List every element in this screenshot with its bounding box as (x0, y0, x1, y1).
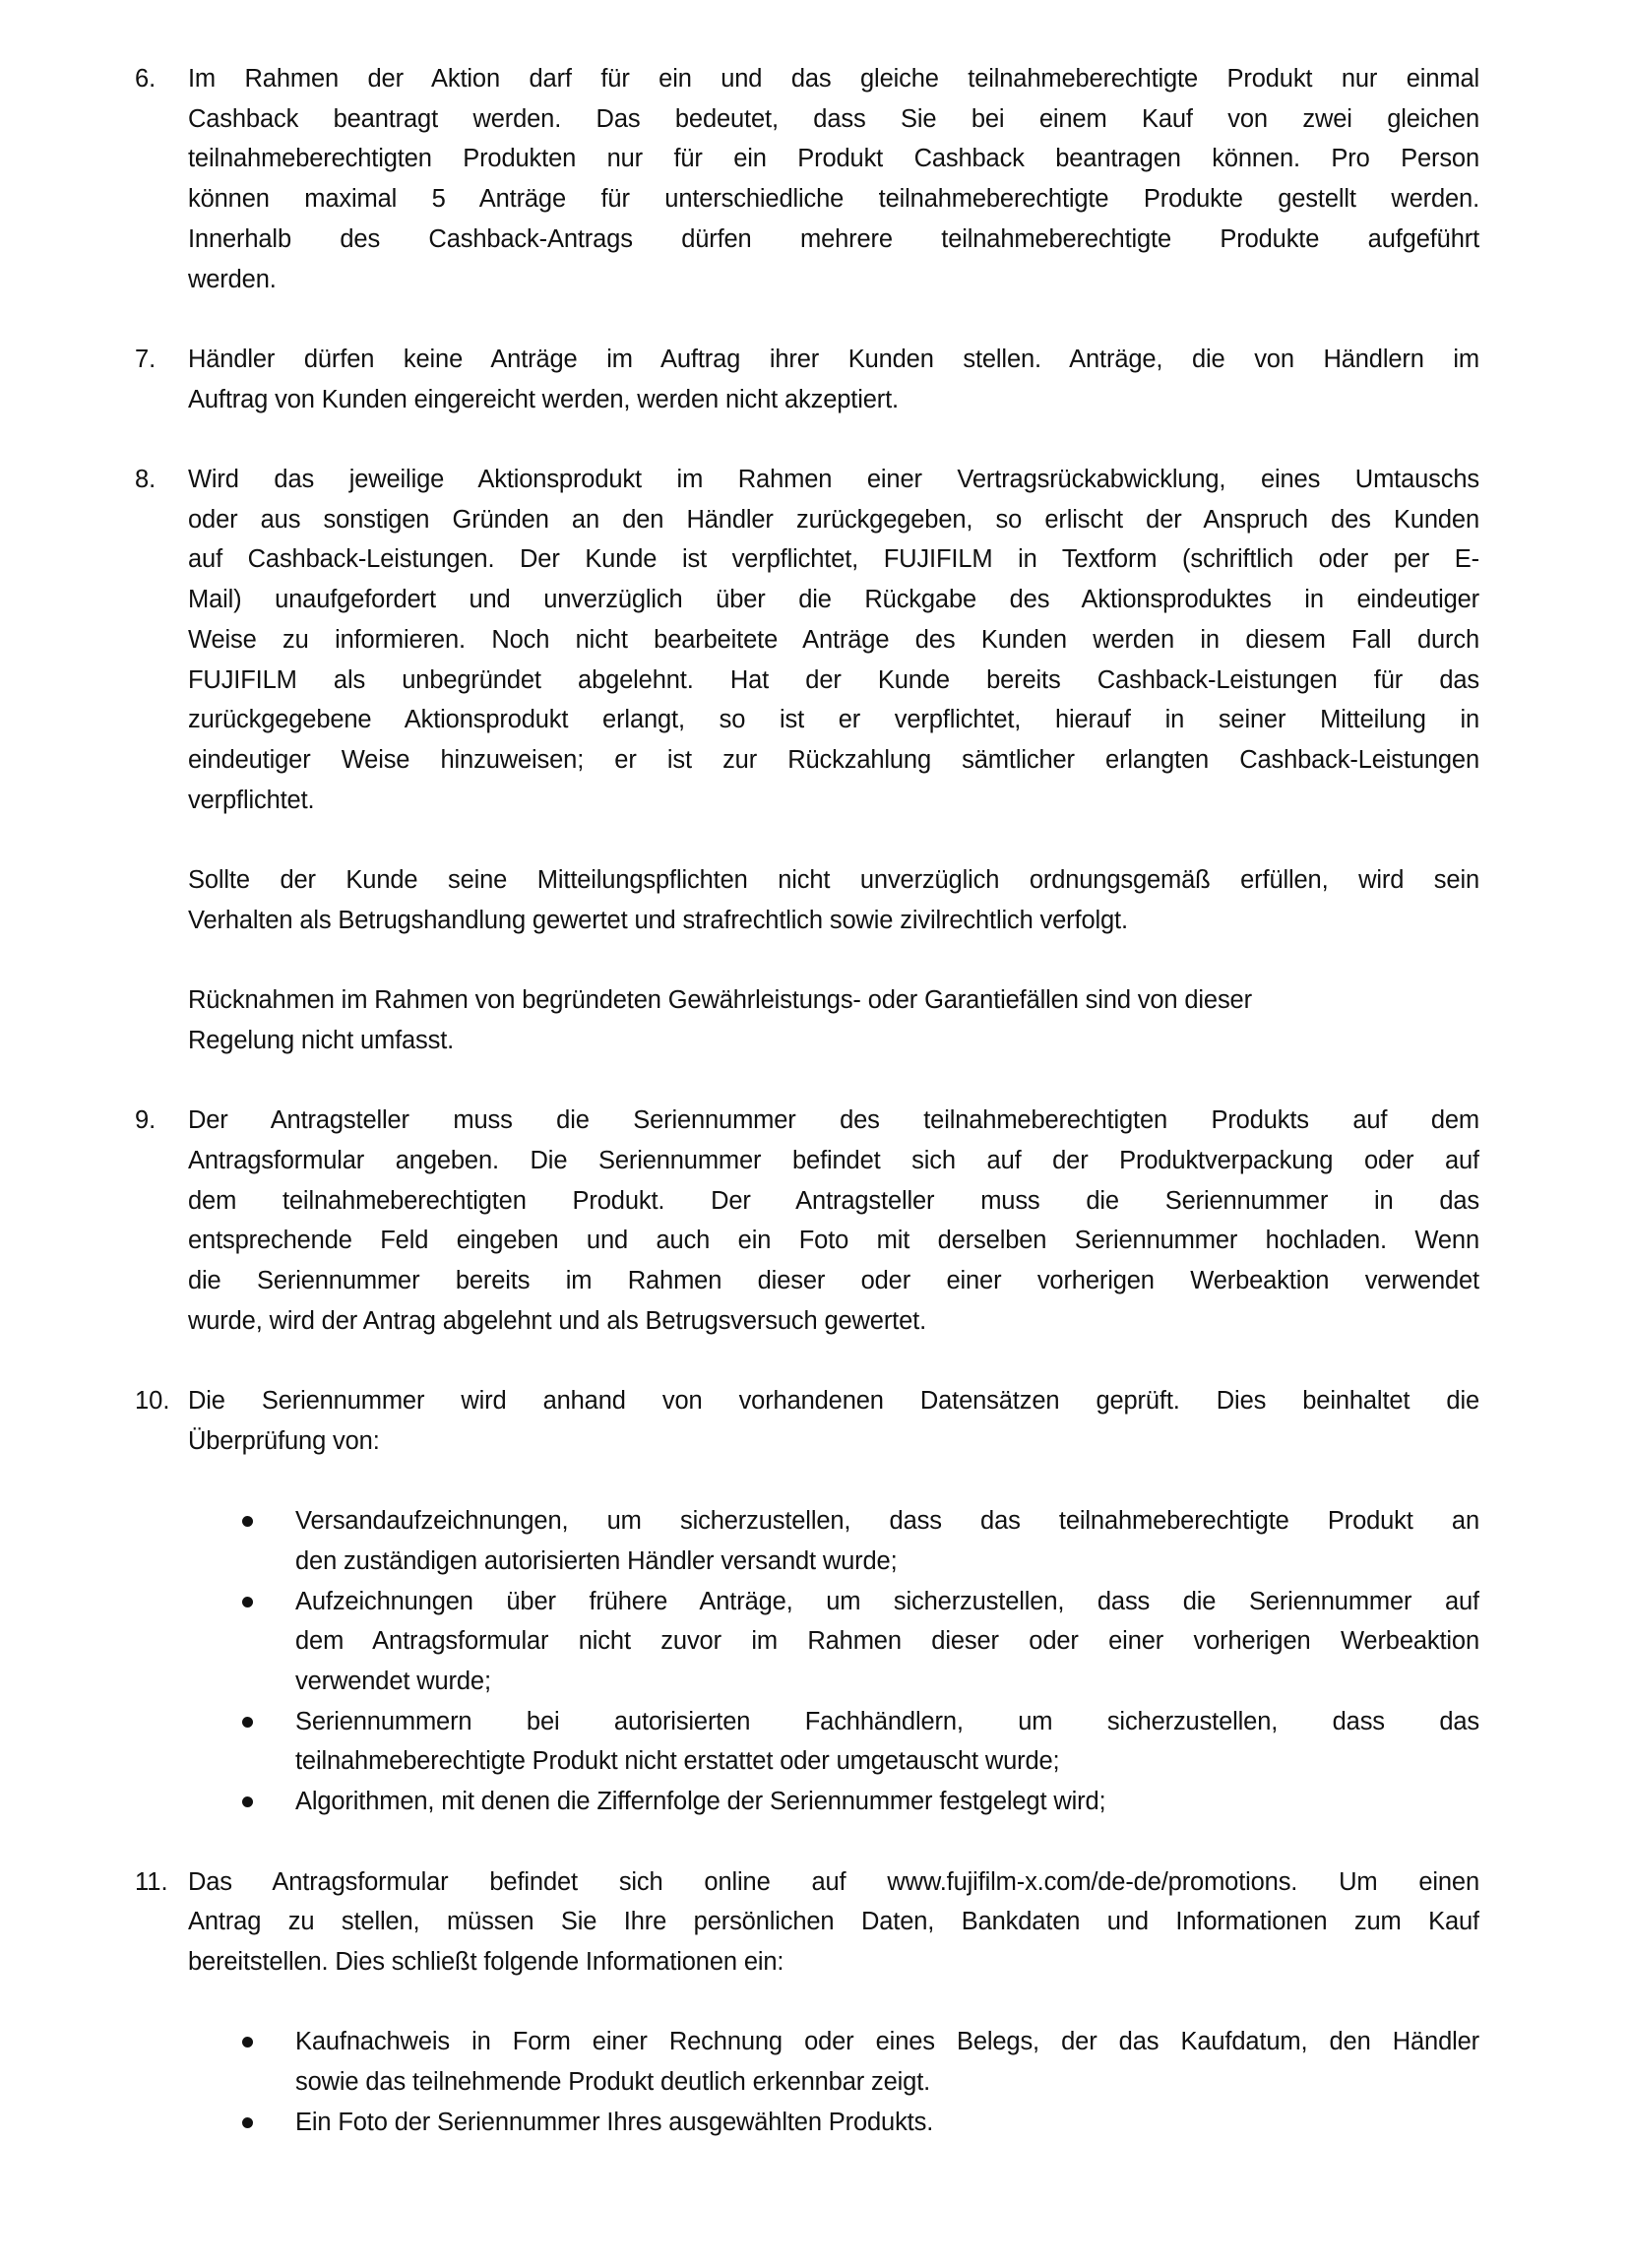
item-number: 6. (135, 65, 157, 93)
bullet-icon (242, 1796, 253, 1807)
bullet-text-line: Algorithmen, mit denen die Ziffernfolge der Seriennummer festgelegt wird; (295, 1788, 1106, 1816)
item-text-line: auf Cashback-Leistungen. Der Kunde ist verpflichtet, FUJIFILM in Textform (schriftlich oder per E- (188, 545, 1479, 574)
item-text-line: dem teilnahmeberechtigten Produkt. Der Antragsteller muss die Seriennummer in das (188, 1186, 1479, 1215)
item-number: 11. (135, 1867, 168, 1896)
bullet-icon (242, 1597, 253, 1607)
item-text-line: Die Seriennummer wird anhand von vorhandenen Datensätzen geprüft. Dies beinhaltet die (188, 1387, 1479, 1416)
bullet-text-line: Kaufnachweis in Form einer Rechnung oder eines Belegs, der das Kaufdatum, den Händler (295, 2028, 1479, 2056)
bullet-icon (242, 2037, 253, 2048)
paragraph-text-line: Rücknahmen im Rahmen von begründeten Gewährleistungs- oder Garantiefällen sind von dieser (188, 986, 1252, 1015)
item-text-line: teilnahmeberechtigten Produkten nur für ein Produkt Cashback beantragen können. Pro Person (188, 145, 1479, 173)
item-text-line: entsprechende Feld eingeben und auch ein Foto mit derselben Seriennummer hochladen. Wenn (188, 1227, 1479, 1255)
bullet-text-line: Seriennummern bei autorisierten Fachhändlern, um sicherzustellen, dass das (295, 1707, 1479, 1735)
item-text-line: eindeutiger Weise hinzuweisen; er ist zur Rückzahlung sämtlicher erlangten Cashback-Leistungen (188, 745, 1479, 774)
bullet-text-line: Aufzeichnungen über frühere Anträge, um sicherzustellen, dass die Seriennummer auf (295, 1587, 1479, 1615)
item-text-line: Im Rahmen der Aktion darf für ein und das gleiche teilnahmeberechtigte Produkt nur einmal (188, 65, 1479, 93)
paragraph-text-line: Verhalten als Betrugshandlung gewertet und strafrechtlich sowie zivilrechtlich verfolgt. (188, 906, 1128, 934)
bullet-icon (242, 1516, 253, 1527)
item-text-line: bereitstellen. Dies schließt folgende Informationen ein: (188, 1947, 784, 1976)
bullet-text-line: sowie das teilnehmende Produkt deutlich erkennbar zeigt. (295, 2068, 931, 2096)
bullet-icon (242, 2117, 253, 2128)
item-text-line: die Seriennummer bereits im Rahmen dieser oder einer vorherigen Werbeaktion verwendet (188, 1267, 1479, 1294)
paragraph-text-line: Regelung nicht umfasst. (188, 1026, 455, 1054)
paragraph-text-line: Sollte der Kunde seine Mitteilungspflichten nicht unverzüglich ordnungsgemäß erfüllen, wird sein (188, 866, 1479, 894)
item-text-line: FUJIFILM als unbegründet abgelehnt. Hat der Kunde bereits Cashback-Leistungen für das (188, 665, 1479, 694)
bullet-text-line: Versandaufzeichnungen, um sicherzustellen, dass das teilnahmeberechtigte Produkt an (295, 1507, 1479, 1536)
item-text-line: wurde, wird der Antrag abgelehnt und als Betrugsversuch gewertet. (188, 1306, 927, 1335)
bullet-text-line: Ein Foto der Seriennummer Ihres ausgewählten Produkts. (295, 2108, 934, 2136)
item-text-line: Innerhalb des Cashback-Antrags dürfen mehrere teilnahmeberechtigte Produkte aufgeführt (188, 224, 1479, 253)
item-text-line: Weise zu informieren. Noch nicht bearbeitete Anträge des Kunden werden in diesem Fall durch (188, 625, 1479, 654)
bullet-icon (242, 1717, 253, 1728)
bullet-text-line: verwendet wurde; (295, 1668, 491, 1695)
item-text-line: Auftrag von Kunden eingereicht werden, werden nicht akzeptiert. (188, 385, 899, 413)
item-text-line: Händler dürfen keine Anträge im Auftrag ihrer Kunden stellen. Anträge, die von Händlern im (188, 345, 1479, 373)
item-text-line: oder aus sonstigen Gründen an den Händler zurückgegeben, so erlischt der Anspruch des Kunden (188, 505, 1479, 534)
bullet-text-line: teilnahmeberechtigte Produkt nicht erstattet oder umgetauscht wurde; (295, 1747, 1060, 1776)
item-number: 7. (135, 345, 157, 373)
item-number: 10. (135, 1387, 170, 1416)
bullet-text-line: dem Antragsformular nicht zuvor im Rahmen dieser oder einer vorherigen Werbeaktion (295, 1627, 1479, 1656)
item-text-line: Überprüfung von: (188, 1426, 380, 1455)
item-number: 9. (135, 1106, 157, 1135)
item-number: 8. (135, 466, 157, 493)
item-text-line: Antragsformular angeben. Die Seriennummer befindet sich auf der Produktverpackung oder auf (188, 1146, 1479, 1174)
item-text-line: Antrag zu stellen, müssen Sie Ihre persönlichen Daten, Bankdaten und Informationen zum Kauf (188, 1908, 1479, 1936)
item-text-line: Cashback beantragt werden. Das bedeutet, dass Sie bei einem Kauf von zwei gleichen (188, 104, 1479, 133)
item-text-line: verpflichtet. (188, 786, 315, 814)
item-text-line: können maximal 5 Anträge für unterschiedliche teilnahmeberechtigte Produkte gestellt werden. (188, 185, 1479, 214)
item-text-line: Das Antragsformular befindet sich online auf www.fujifilm-x.com/de-de/promotions. Um einen (188, 1867, 1479, 1896)
item-text-line: werden. (188, 265, 277, 293)
item-text-line: zurückgegebene Aktionsprodukt erlangt, so ist er verpflichtet, hierauf in seiner Mitteilung in (188, 706, 1479, 734)
bullet-text-line: den zuständigen autorisierten Händler versandt wurde; (295, 1546, 898, 1575)
item-text-line: Wird das jeweilige Aktionsprodukt im Rahmen einer Vertragsrückabwicklung, eines Umtauschs (188, 466, 1479, 493)
item-text-line: Mail) unaufgefordert und unverzüglich über die Rückgabe des Aktionsproduktes in eindeutiger (188, 586, 1479, 614)
item-text-line: Der Antragsteller muss die Seriennummer des teilnahmeberechtigten Produkts auf dem (188, 1106, 1479, 1135)
